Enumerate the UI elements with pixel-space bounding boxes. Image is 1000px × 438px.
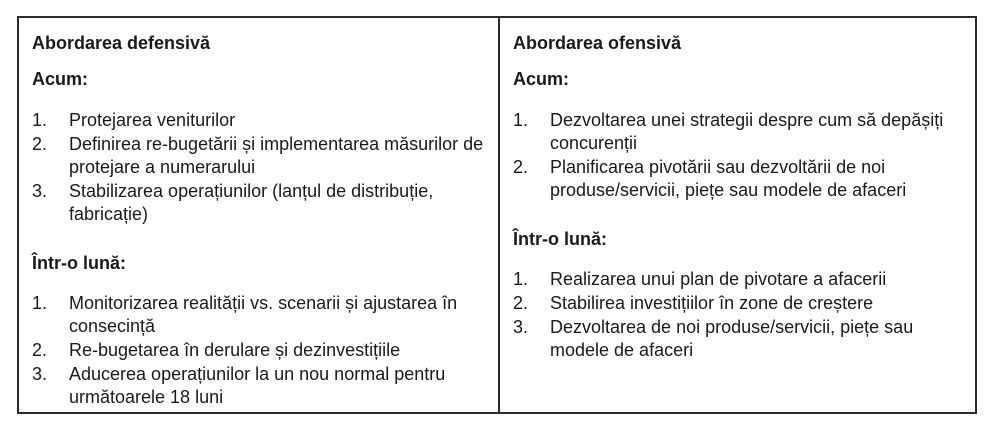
list-item: 2. Re-bugetarea în derulare și dezinvestițiile — [32, 340, 401, 360]
list-item: 1. Realizarea unui plan de pivotare a afacerii — [513, 269, 887, 289]
list-item: 3. Stabilizarea operațiunilor (lanțul de distribuție, fabricație) — [32, 181, 434, 224]
offensive-title: Abordarea ofensivă — [513, 33, 682, 53]
defensive-column — [19, 18, 500, 412]
defensive-now-label: Acum: — [32, 69, 89, 89]
defensive-title: Abordarea defensivă — [32, 33, 211, 53]
offensive-now-label: Acum: — [513, 69, 570, 89]
list-item: 1. Protejarea veniturilor — [32, 110, 236, 130]
list-item: 1. Monitorizarea realității vs. scenarii și ajustarea în consecință — [32, 293, 458, 336]
defensive-month-list — [32, 292, 492, 410]
defensive-now-list — [32, 109, 492, 227]
offensive-month-label: Într-o lună: — [513, 229, 607, 249]
offensive-column — [500, 18, 975, 412]
offensive-month-list — [513, 268, 973, 363]
offensive-now-list — [513, 109, 973, 203]
list-item: 2. Stabilirea investițiilor în zone de creștere — [513, 293, 874, 313]
list-item: 2. Planificarea pivotării sau dezvoltării de noi produse/servicii, piețe sau modele de afaceri — [513, 157, 907, 200]
defensive-month-label: Într-o lună: — [32, 253, 126, 273]
list-item: 3. Dezvoltarea de noi produse/servicii, piețe sau modele de afaceri — [513, 317, 914, 360]
list-item: 3. Aducerea operațiunilor la un nou normal pentru următoarele 18 luni — [32, 364, 446, 407]
list-item: 1. Dezvoltarea unei strategii despre cum să depășiți concurenții — [513, 110, 944, 153]
comparison-table — [17, 16, 977, 414]
list-item: 2. Definirea re-bugetării și implementarea măsurilor de protejare a numerarului — [32, 134, 484, 177]
